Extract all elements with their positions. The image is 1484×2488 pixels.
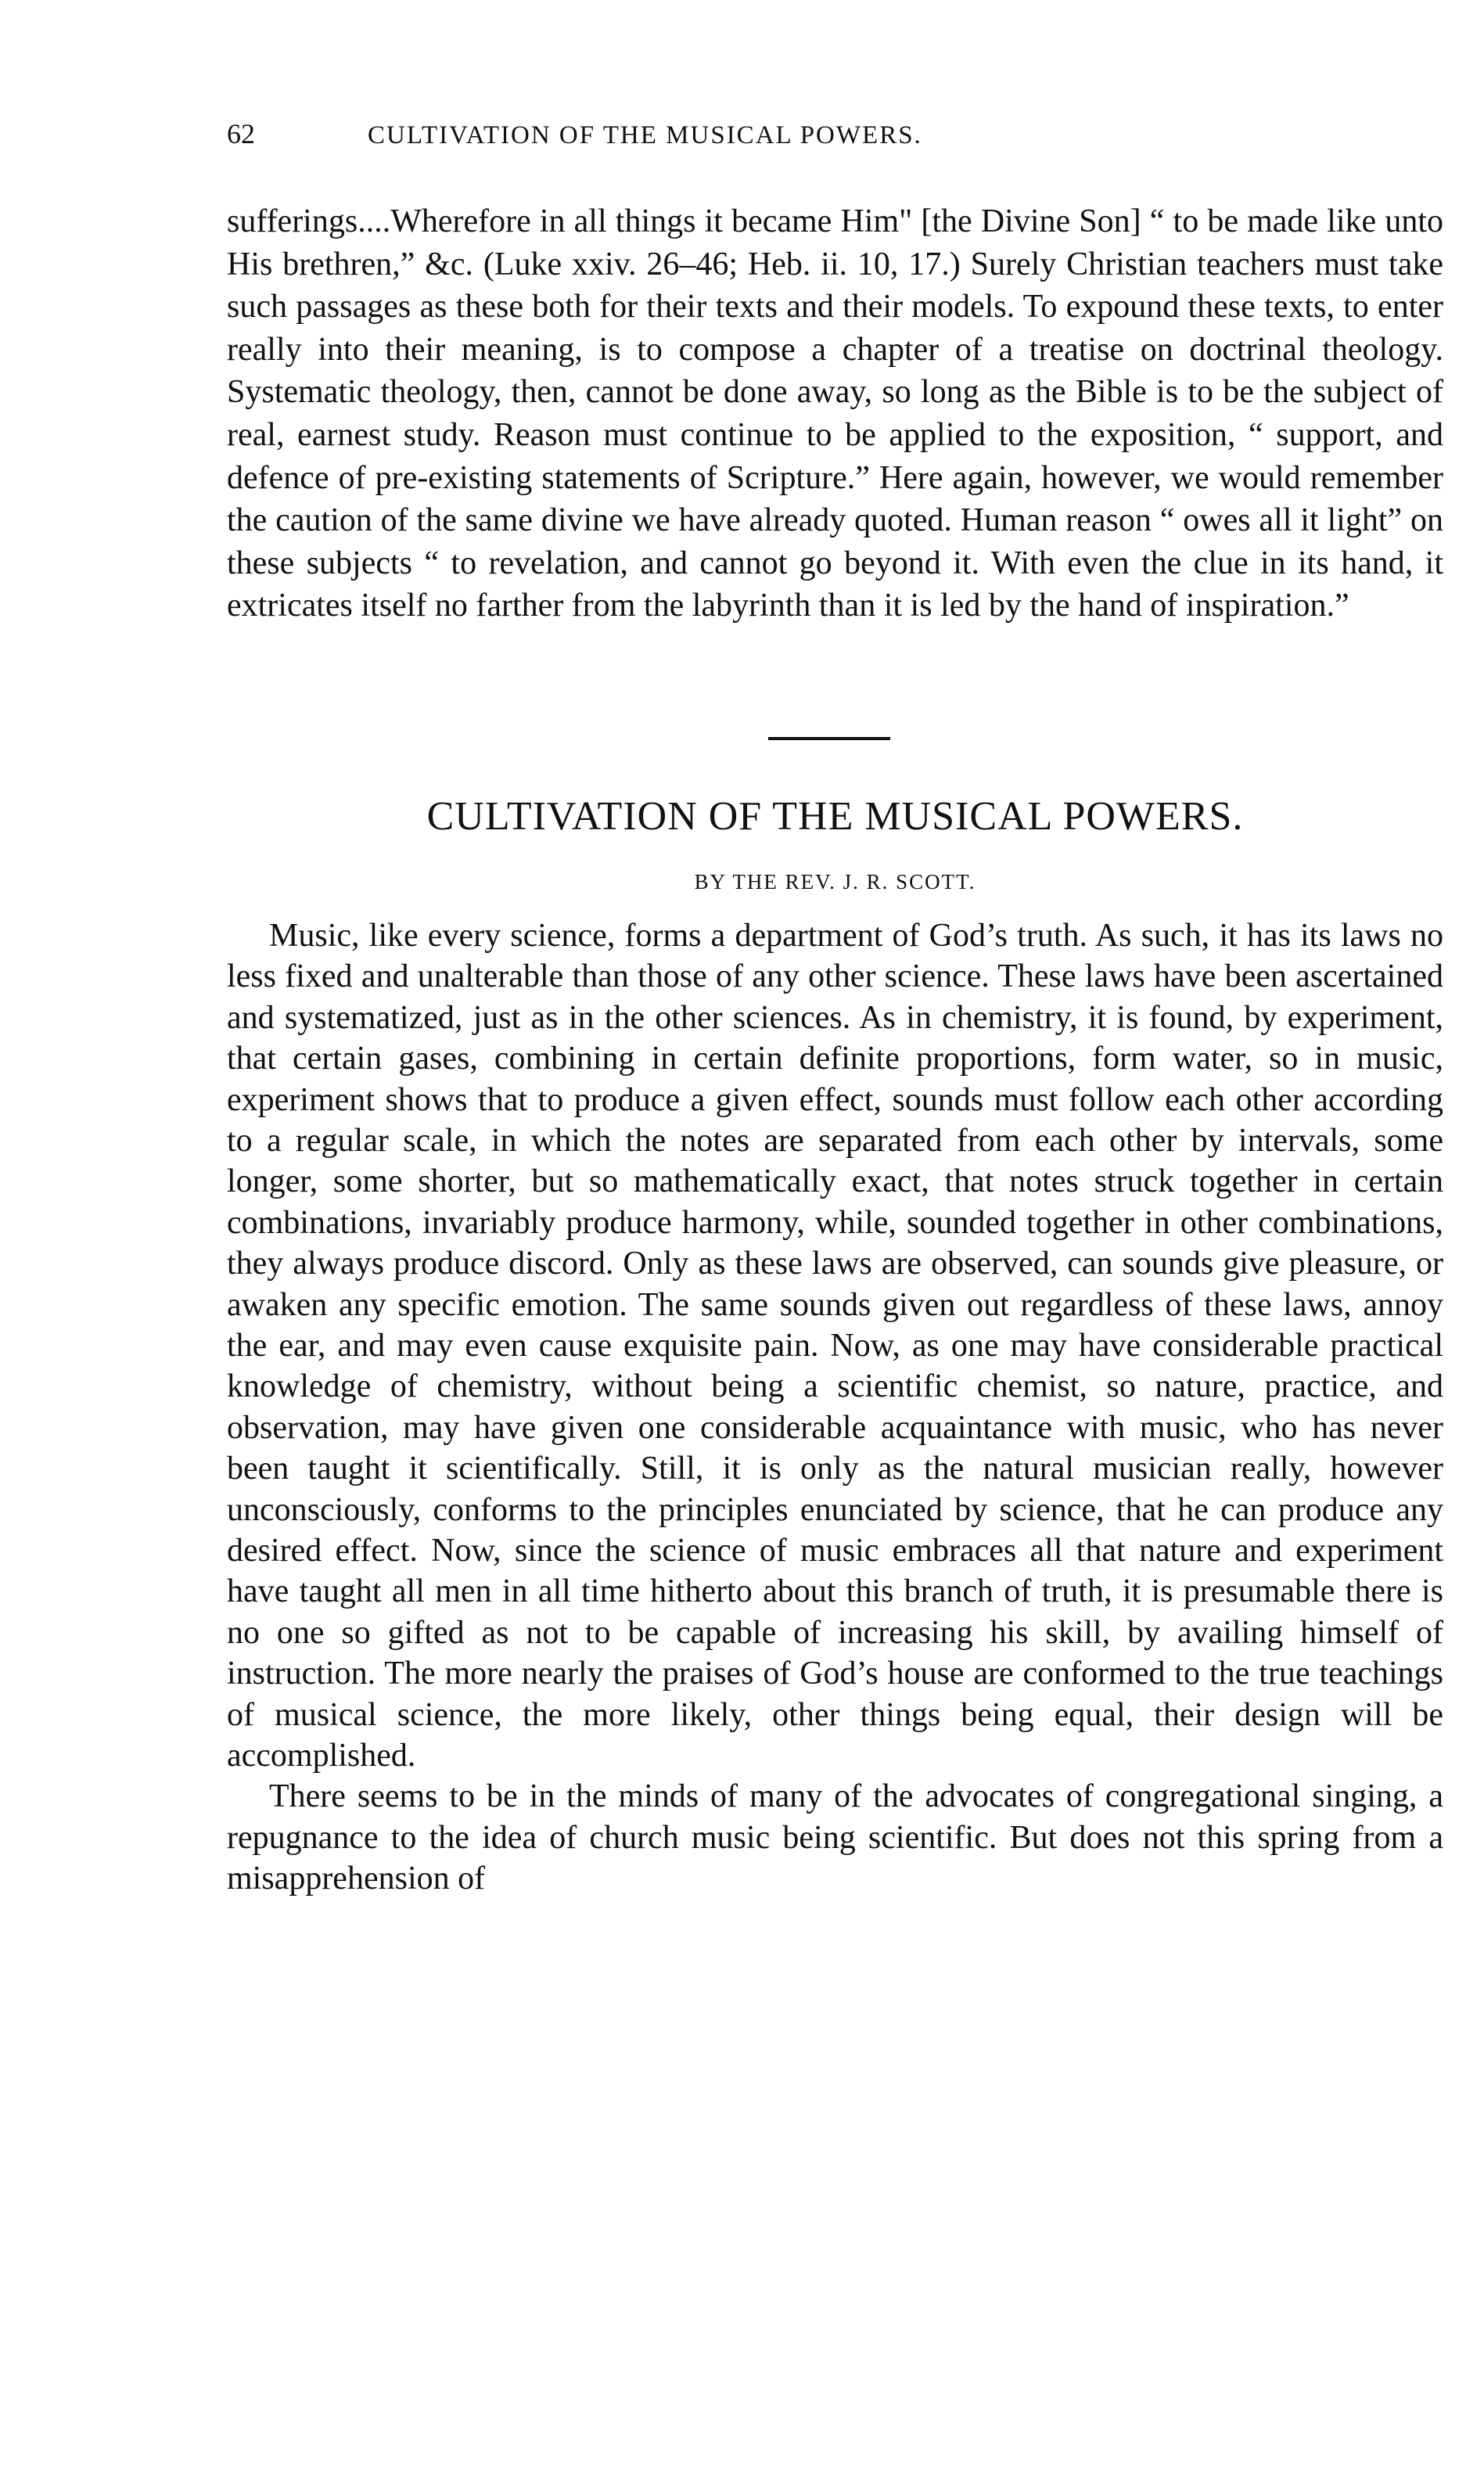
article-paragraph-2: There seems to be in the minds of many of the advocates of congregational singing, a repugnance to the idea of church music being scientific. But does not this spring from a misapprehension of bbox=[227, 1778, 1443, 1897]
article-title: CULTIVATION OF THE MUSICAL POWERS. bbox=[426, 793, 1244, 839]
page-number: 62 bbox=[227, 118, 255, 149]
article-body bbox=[227, 915, 1443, 1900]
section-divider bbox=[768, 737, 890, 740]
continued-section bbox=[227, 200, 1443, 627]
article-byline: BY THE REV. J. R. SCOTT. bbox=[694, 869, 976, 893]
book-page bbox=[227, 117, 1443, 1900]
continued-paragraph: sufferings....Wherefore in all things it became Him" [the Divine Son] “ to be made like unto His brethren,” &c. (Luke xxiv. 26–46; Heb. ii. 10, 17.) Surely Christian teachers must take such passages as these both for their texts and their models. To expound these texts, to enter really into their meaning, is to compose a chapter of a treatise on doctrinal theology. Systematic theology, then, cannot be done away, so long as the Bible is to be the subject of real, earnest study. Reason must continue to be applied to the exposition, “ support, and defence of pre-existing statements of Scripture.” Here again, however, we would remember the caution of the same divine we have already quoted. Human reason “ owes all it light” on these subjects “ to revelation, and cannot go beyond it. With even the clue in its hand, it extricates itself no farther from the labyrinth than it is led by the hand of inspiration.” bbox=[227, 203, 1443, 624]
article-paragraph-1: Music, like every science, forms a department of God’s truth. As such, it has its laws no less fixed and unalterable than those of any other science. These laws have been ascertained and systematized, just as in the other sciences. As in chemistry, it is found, by experiment, that certain gases, combining in certain definite proportions, form water, so in music, experiment shows that to produce a given effect, sounds must follow each other according to a regular scale, in which the notes are separated from each other by intervals, some longer, some shorter, but so mathematically exact, that notes struck together in certain combinations, invariably produce harmony, while, sounded together in other combinations, they always produce discord. Only as these laws are observed, can sounds give pleasure, or awaken any specific emotion. The same sounds given out regardless of these laws, annoy the ear, and may even cause exquisite pain. Now, as one may have considerable practical knowledge of chemistry, without being a scientific chemist, so nature, practice, and observation, may have given one considerable acquaintance with music, who has never been taught it scientifically. Still, it is only as the natural musician really, however unconsciously, conforms to the principles enunciated by science, that he can produce any desired effect. Now, since the science of music embraces all that nature and experiment have taught all men in all time hitherto about this branch of truth, it is presumable there is no one so gifted as not to be capable of increasing his skill, by availing himself of instruction. The more nearly the praises of God’s house are conformed to the true teachings of musical science, the more likely, other things being equal, their design will be accomplished. bbox=[227, 917, 1443, 1774]
running-title: CULTIVATION OF THE MUSICAL POWERS. bbox=[368, 121, 922, 149]
running-head bbox=[227, 117, 1443, 164]
